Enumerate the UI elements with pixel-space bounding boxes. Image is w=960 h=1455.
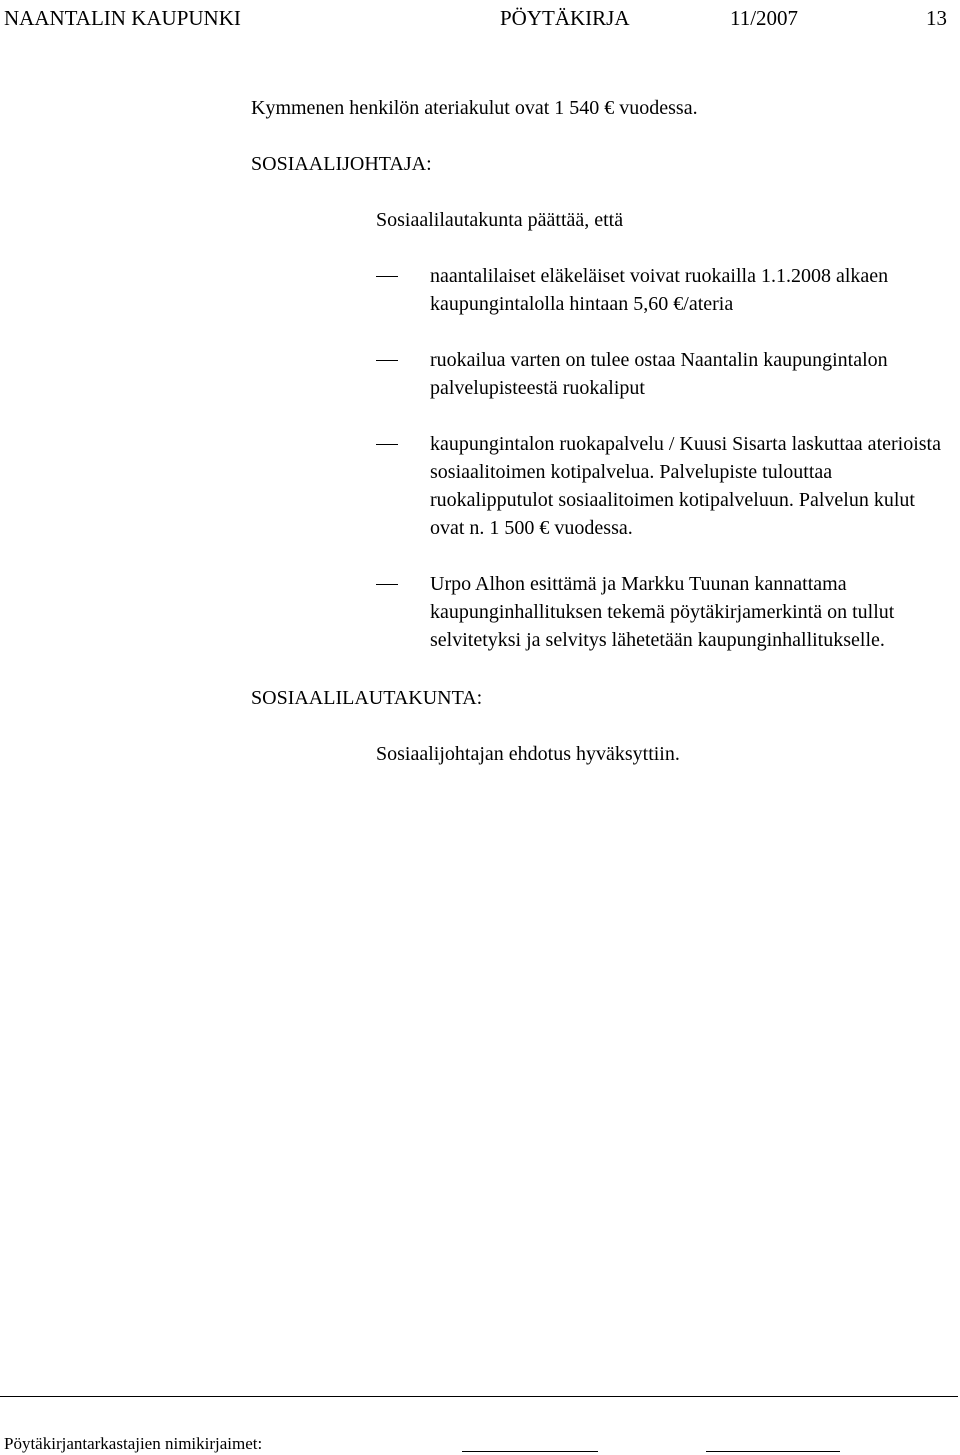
proposal-lead: Sosiaalilautakunta päättää, että [376, 209, 624, 231]
dash-bullet [376, 276, 398, 277]
intro-paragraph: Kymmenen henkilön ateriakulut ovat 1 540 € vuodessa. [251, 97, 698, 119]
initials-line-1 [462, 1451, 598, 1452]
document-type: PÖYTÄKIRJA [500, 6, 630, 30]
dash-bullet [376, 444, 398, 445]
document-number: 11/2007 [730, 6, 799, 30]
section-heading-sosiaalilautakunta: SOSIAALILAUTAKUNTA: [251, 687, 483, 709]
section-heading-sosiaalijohtaja: SOSIAALIJOHTAJA: [251, 153, 432, 175]
decision-text: Sosiaalijohtajan ehdotus hyväksyttiin. [376, 743, 680, 765]
list-item-text: naantalilaiset eläkeläiset voivat ruokailla 1.1.2008 alkaen kaupungintalolla hintaan 5,60 €/ateria [430, 265, 889, 315]
list-item-text: Urpo Alhon esittämä ja Markku Tuunan kannattama kaupunginhallituksen tekemä pöytäkirjamerkintä on tullut selvitetyksi ja selvitys lähetetään kaupunginhallitukselle. [430, 573, 895, 651]
list-item-text: ruokailua varten on tulee ostaa Naantalin kaupungintalon palvelupisteestä ruokaliput [430, 349, 888, 399]
footer-divider [0, 1396, 958, 1397]
page-number: 13 [926, 6, 947, 30]
dash-bullet [376, 584, 398, 585]
initials-line-2 [706, 1451, 840, 1452]
initials-label: Pöytäkirjantarkastajien nimikirjaimet: [4, 1434, 263, 1453]
dash-bullet [376, 360, 398, 361]
municipality-name: NAANTALIN KAUPUNKI [4, 6, 241, 30]
list-item-text: kaupungintalon ruokapalvelu / Kuusi Sisarta laskuttaa aterioista sosiaalitoimen kotipalvelua. Palvelupiste tulouttaa ruokalipputulot sosiaalitoimen kotipalveluun. Palvelun kulut ovat n. 1 500 € vuodessa. [430, 433, 941, 539]
